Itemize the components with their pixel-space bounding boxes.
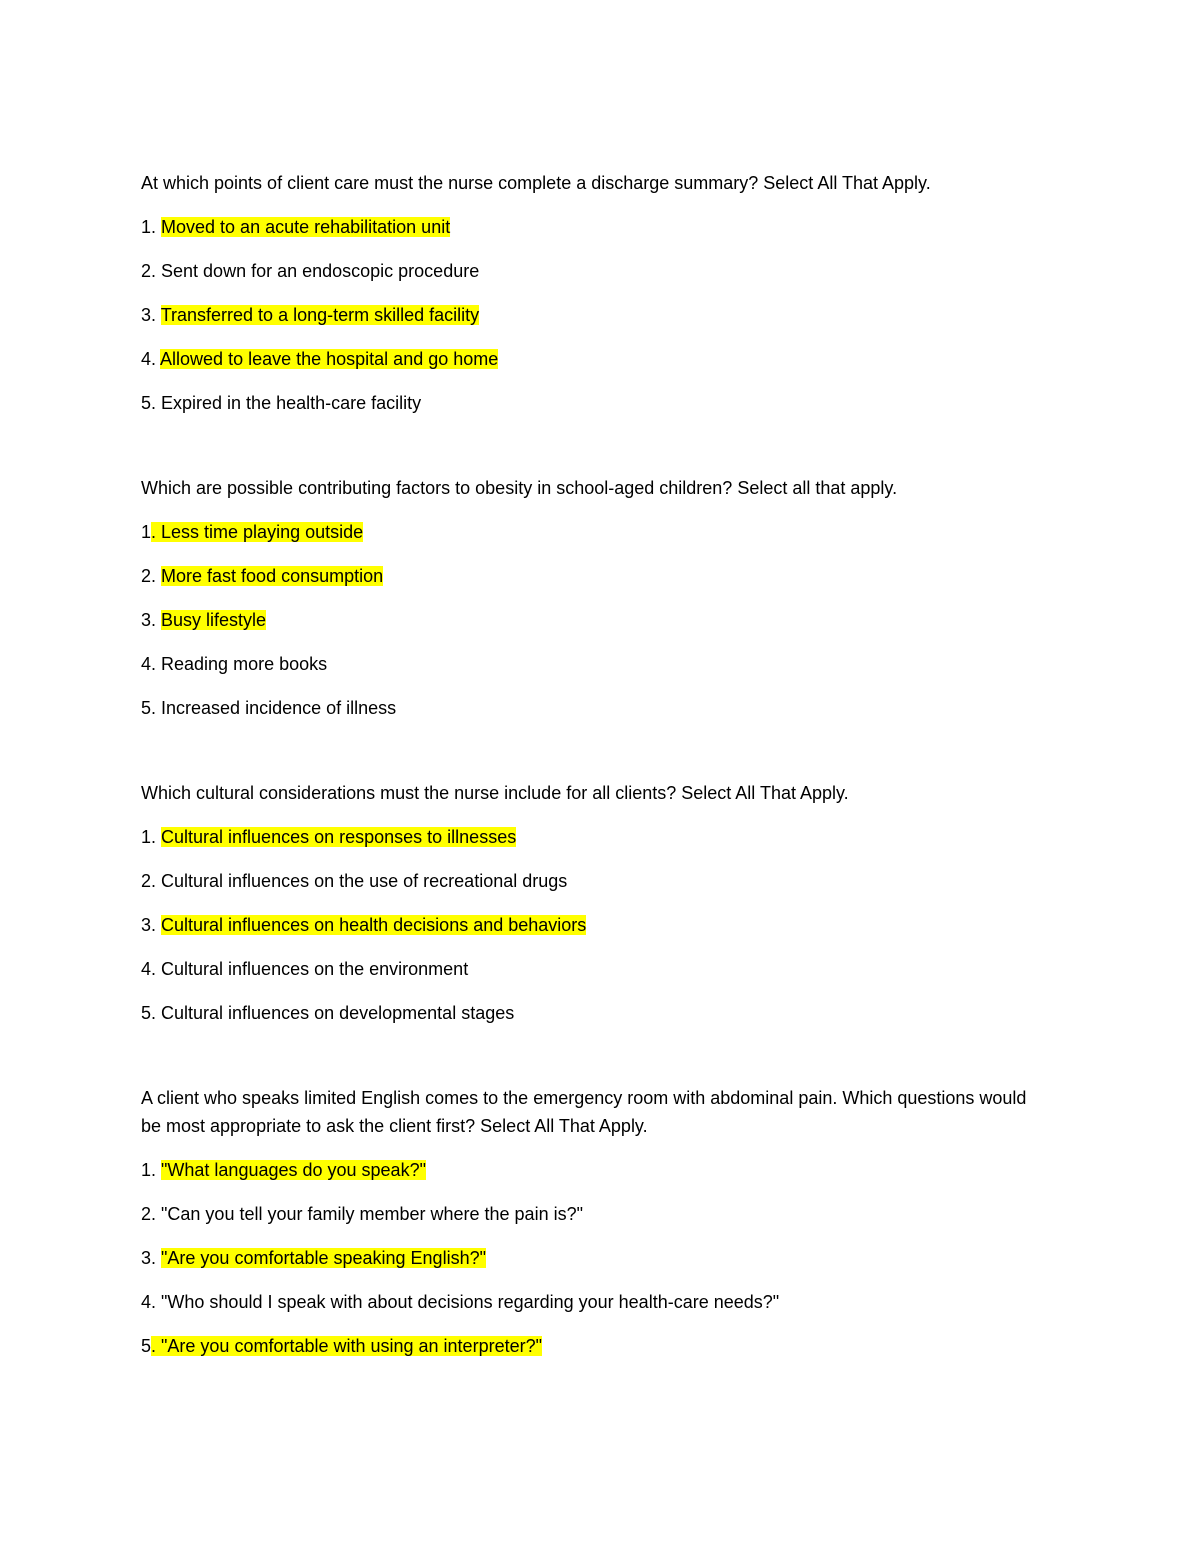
option-text-highlighted: Transferred to a long-term skilled facility	[160, 305, 480, 325]
answer-option	[141, 301, 1041, 329]
option-number: 5.	[141, 698, 162, 718]
option-number: 3.	[141, 1248, 162, 1268]
option-text-highlighted: Busy lifestyle	[161, 610, 267, 630]
option-number: 3.	[141, 915, 162, 935]
answer-option	[141, 867, 1041, 895]
option-text-highlighted: More fast food consumption	[161, 566, 384, 586]
question-2-options	[141, 518, 1041, 722]
option-text-highlighted: Cultural influences on health decisions and behaviors	[161, 915, 587, 935]
option-number: 1	[141, 522, 152, 542]
question-4-text: A client who speaks limited English comes to the emergency room with abdominal pain. Which questions would be most appropriate to ask the client first? Select All That Apply.	[141, 1088, 1027, 1136]
option-number: 4.	[141, 1292, 162, 1312]
answer-option	[141, 606, 1041, 634]
option-text-highlighted: "What languages do you speak?"	[161, 1160, 426, 1180]
option-number: 5	[141, 1336, 152, 1356]
document-body	[141, 169, 1041, 1360]
option-number: 5.	[141, 393, 162, 413]
question-block-3	[141, 779, 1041, 1027]
question-4-options	[141, 1156, 1041, 1360]
option-number: 2.	[141, 1204, 162, 1224]
answer-option	[141, 650, 1041, 678]
question-1-options	[141, 213, 1041, 417]
option-text: Cultural influences on the environment	[161, 959, 469, 979]
option-text-highlighted: Allowed to leave the hospital and go home	[160, 349, 499, 369]
option-number: 2.	[141, 871, 162, 891]
answer-option	[141, 518, 1041, 546]
option-number: 4.	[141, 349, 161, 369]
option-text-highlighted: Moved to an acute rehabilitation unit	[161, 217, 451, 237]
option-text-highlighted: Cultural influences on responses to illnesses	[161, 827, 517, 847]
answer-option	[141, 911, 1041, 939]
option-text-highlighted: . Less time playing outside	[151, 522, 364, 542]
option-number: 2.	[141, 261, 162, 281]
option-number: 4.	[141, 959, 162, 979]
question-block-1	[141, 169, 1041, 417]
answer-option	[141, 562, 1041, 590]
option-number: 3.	[141, 610, 162, 630]
option-text: Increased incidence of illness	[161, 698, 397, 718]
answer-option	[141, 955, 1041, 983]
question-1-text: At which points of client care must the nurse complete a discharge summary? Select All That Apply.	[141, 173, 931, 193]
question-2-text: Which are possible contributing factors to obesity in school-aged children? Select all that apply.	[141, 478, 898, 498]
option-text: Reading more books	[161, 654, 328, 674]
option-number: 4.	[141, 654, 162, 674]
option-text-highlighted: "Are you comfortable speaking English?"	[161, 1248, 486, 1268]
option-number: 5.	[141, 1003, 162, 1023]
option-text: "Can you tell your family member where the pain is?"	[161, 1204, 583, 1224]
question-block-4	[141, 1084, 1041, 1360]
answer-option	[141, 213, 1041, 241]
question-block-2	[141, 474, 1041, 722]
answer-option	[141, 389, 1041, 417]
option-number: 1.	[141, 827, 162, 847]
option-text: Sent down for an endoscopic procedure	[161, 261, 480, 281]
option-number: 1.	[141, 1160, 162, 1180]
answer-option	[141, 1288, 1041, 1316]
answer-option	[141, 257, 1041, 285]
question-3-text: Which cultural considerations must the nurse include for all clients? Select All That Apply.	[141, 783, 849, 803]
answer-option	[141, 694, 1041, 722]
option-text-highlighted: . "Are you comfortable with using an interpreter?"	[151, 1336, 542, 1356]
option-text: Expired in the health-care facility	[161, 393, 422, 413]
answer-option	[141, 345, 1041, 373]
answer-option	[141, 1332, 1041, 1360]
option-number: 3.	[141, 305, 161, 325]
answer-option	[141, 999, 1041, 1027]
answer-option	[141, 823, 1041, 851]
option-text: Cultural influences on developmental stages	[161, 1003, 515, 1023]
option-number: 1.	[141, 217, 162, 237]
question-3-options	[141, 823, 1041, 1027]
answer-option	[141, 1156, 1041, 1184]
answer-option	[141, 1200, 1041, 1228]
answer-option	[141, 1244, 1041, 1272]
option-text: Cultural influences on the use of recreational drugs	[161, 871, 568, 891]
option-number: 2.	[141, 566, 162, 586]
option-text: "Who should I speak with about decisions regarding your health-care needs?"	[161, 1292, 780, 1312]
